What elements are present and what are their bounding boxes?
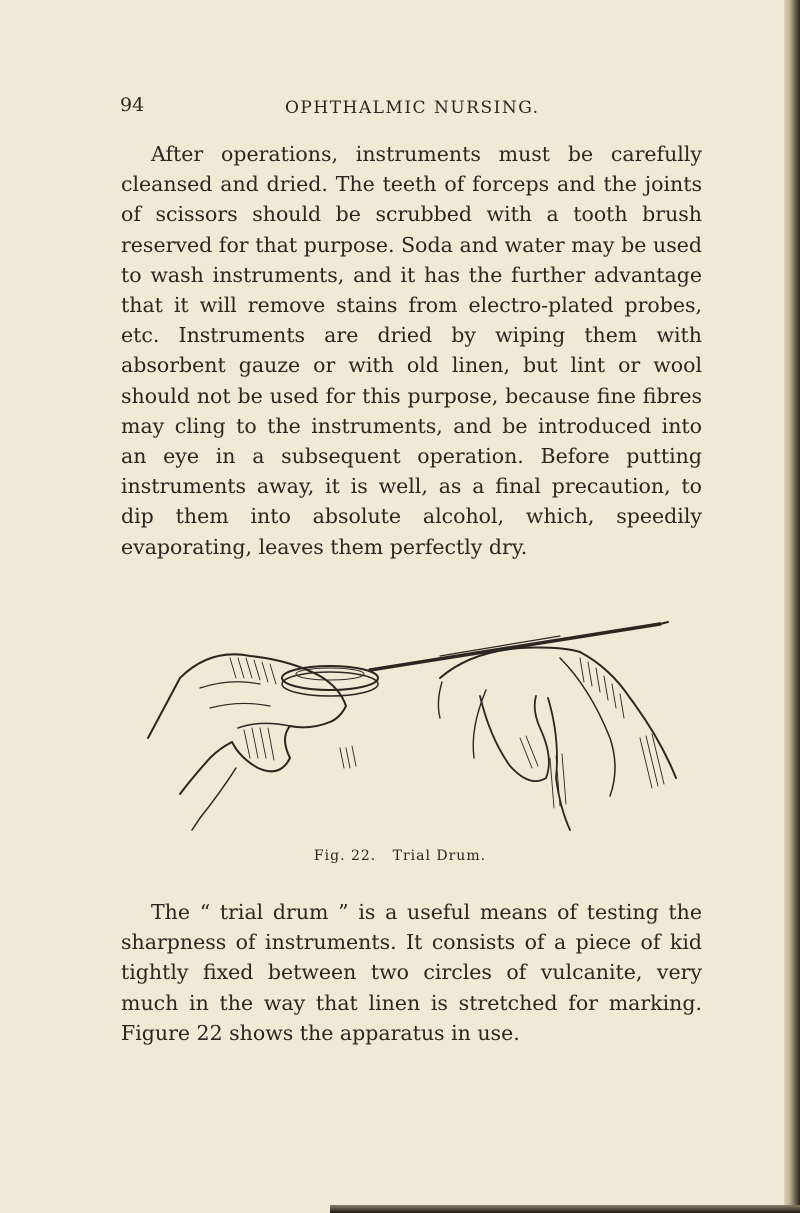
paragraph-trial-drum: The “ trial drum ” is a useful means of testing the sharpness of instruments. It consists of a piece of kid tightly fixed between two circles of vulcanite, very much in the way that linen is stretched for marking. Figure 22 shows the apparatus in use.	[121, 900, 702, 1045]
figure-trial-drum	[140, 618, 700, 838]
page-number: 94	[120, 94, 145, 116]
figure-title: Trial Drum.	[392, 848, 487, 864]
bottom-rule	[330, 1205, 800, 1213]
trial-drum-illustration	[140, 618, 700, 838]
paragraph-instrument-cleaning: After operations, instruments must be carefully cleansed and dried. The teeth of forceps and the joints of scissors should be scrubbed with a tooth brush reserved for that purpose. Soda and water may be used to wash instruments, and it has the further advantage that it will remove stains from electro-plated probes, etc. Instruments are dried by wiping them with absorbent gauze or with old linen, but lint or wool should not be used for this purpose, because fine fibres may cling to the instruments, and be introduced into an eye in a subsequent operation. Before putting instruments away, it is well, as a final precaution, to dip them into absolute alcohol, which, speedily evaporating, leaves them perfectly dry.	[121, 142, 702, 559]
page-edge	[784, 0, 800, 1213]
figure-label: Fig. 22.	[313, 848, 377, 864]
page-header	[120, 94, 720, 124]
figure-caption	[0, 848, 800, 864]
running-head: OPHTHALMIC NURSING.	[285, 98, 540, 118]
